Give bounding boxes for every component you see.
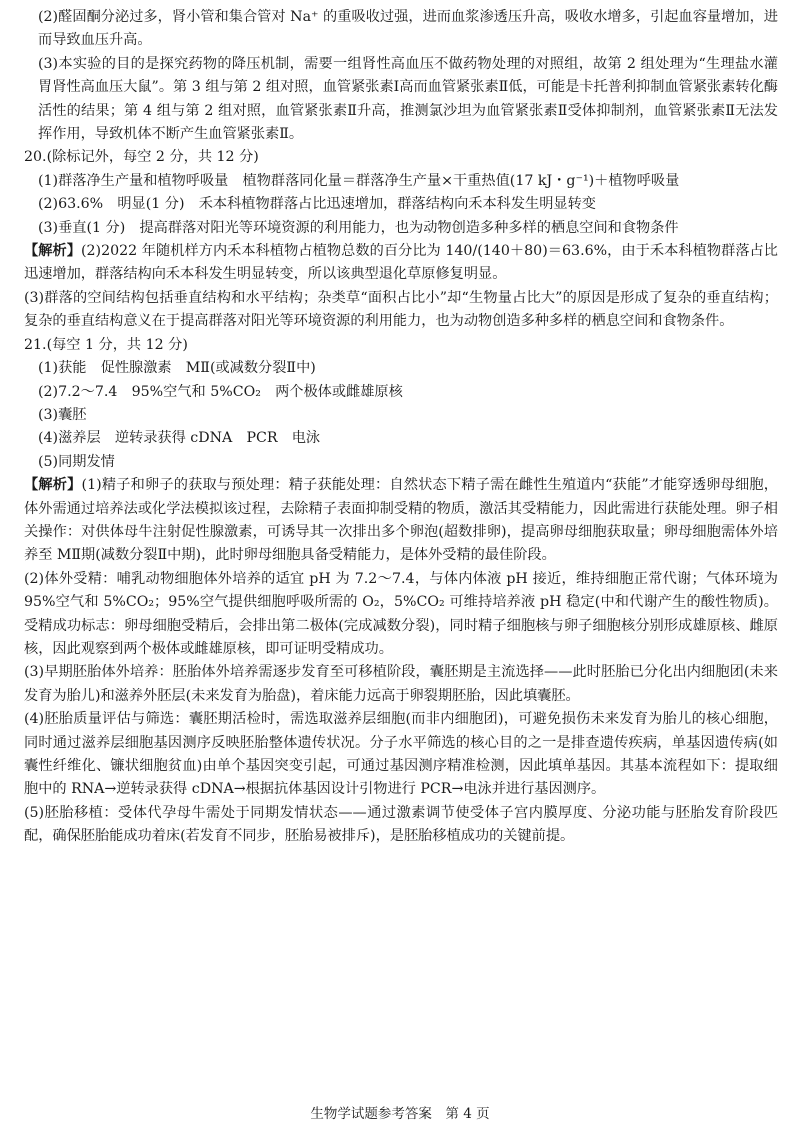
question-19-continued	[24, 6, 778, 146]
q19-answer-3: (3)本实验的目的是探究药物的降压机制，需要一组肾性高血压不做药物处理的对照组，故第 2 组处理为“生理盐水灌胃肾性高血压大鼠”。第 3 组与第 2 组对照，血管紧张素Ⅰ高而血管紧张素Ⅱ低，可能是卡托普利抑制血管紧张素转化酶活性的结果；第 4 组与第 2 组对照，血管紧张素Ⅱ升高，推测氯沙坦为血管紧张素Ⅱ受体抑制剂，血管紧张素Ⅱ无法发挥作用，导致机体不断产生血管紧张素Ⅱ。	[38, 55, 778, 143]
q21-answer-5: (5)同期发情	[38, 453, 115, 470]
q21-analysis-2: (2)体外受精：哺乳动物细胞体外培养的适宜 pH 为 7.2～7.4，与体内体液 pH 接近，维持细胞正常代谢；气体环境为 95%空气和 5%CO₂；95%空气提供细胞呼吸所需的 O₂，5%CO₂ 可维持培养液 pH 稳定(中和代谢产生的酸性物质)。受精成功标志：卵母细胞受精后，会排出第二极体(完成减数分裂)，同时精子细胞核与卵子细胞核分别形成雄原核、雌原核，因此观察到两个极体或雌雄原核，即可证明受精成功。	[24, 570, 778, 657]
q21-answer-4: (4)滋养层 逆转录获得 cDNA PCR 电泳	[38, 430, 321, 447]
q21-answer-3: (3)囊胚	[38, 406, 87, 423]
analysis-tag: 【解析】	[24, 477, 82, 494]
q20-analysis-2: (3)群落的空间结构包括垂直结构和水平结构；杂类草“面积占比小”却“生物量占比大”的原因是形成了复杂的垂直结构；复杂的垂直结构意义在于提高群落对阳光等环境资源的利用能力，也为动物创造多种多样的栖息空间和食物条件。	[24, 289, 778, 330]
q20-answer-1: (1)群落净生产量和植物呼吸量 植物群落同化量＝群落净生产量×干重热值(17 kJ・g⁻¹)＋植物呼吸量	[38, 172, 680, 189]
q20-analysis-1	[24, 240, 778, 287]
q21-analysis-1	[24, 474, 778, 568]
q21-analysis-1-text: (1)精子和卵子的获取与预处理：精子获能处理：自然状态下精子需在雌性生殖道内“获能”才能穿透卵母细胞，体外需通过培养法或化学法模拟该过程，去除精子表面抑制受精的物质，激活其受精能力，因此需进行获能处理。卵子相关操作：对供体母牛注射促性腺激素，可诱导其一次排出多个卵泡(超数排卵)，提高卵母细胞获取量；卵母细胞需体外培养至 MⅡ期(减数分裂Ⅱ中期)，此时卵母细胞具备受精能力，是体外受精的最佳阶段。	[24, 477, 778, 564]
q21-answer-2: (2)7.2～7.4 95%空气和 5%CO₂ 两个极体或雌雄原核	[38, 383, 403, 400]
q21-answer-1: (1)获能 促性腺激素 MⅡ(或减数分裂Ⅱ中)	[38, 360, 316, 377]
q19-answer-2: (2)醛固酮分泌过多，肾小管和集合管对 Na⁺ 的重吸收过强，进而血浆渗透压升高，吸收水增多，引起血容量增加，进而导致血压升高。	[38, 9, 778, 49]
q20-answer-2: (2)63.6% 明显(1 分) 禾本科植物群落占比迅速增加，群落结构向禾本科发生明显转变	[38, 196, 596, 213]
q21-analysis-3: (3)早期胚胎体外培养：胚胎体外培养需逐步发育至可移植阶段，囊胚期是主流选择——此时胚胎已分化出内细胞团(未来发育为胎儿)和滋养外胚层(未来发育为胎盘)，着床能力远高于卵裂期胚胎，因此填囊胚。	[24, 664, 778, 704]
q21-analysis-5: (5)胚胎移植：受体代孕母牛需处于同期发情状态——通过激素调节使受体子宫内膜厚度、分泌功能与胚胎发育阶段匹配，确保胚胎能成功着床(若发育不同步，胚胎易被排斥)，是胚胎移植成功的关键前提。	[24, 804, 778, 845]
q20-answer-3: (3)垂直(1 分) 提高群落对阳光等环境资源的利用能力，也为动物创造多种多样的栖息空间和食物条件	[38, 219, 679, 236]
q20-header: 20.(除标记外，每空 2 分，共 12 分)	[24, 149, 259, 166]
question-21	[24, 334, 778, 849]
page-footer: 生物学试题参考答案 第 4 页	[310, 1106, 490, 1122]
q21-header: 21.(每空 1 分，共 12 分)	[24, 336, 188, 353]
question-20	[24, 146, 778, 333]
q21-analysis-4: (4)胚胎质量评估与筛选：囊胚期活检时，需选取滋养层细胞(而非内细胞团)，可避免损伤未来发育为胎儿的核心细胞，同时通过滋养层细胞基因测序反映胚胎整体遗传状况。分子水平筛选的核心目的之一是排查遗传疾病，单基因遗传病(如囊性纤维化、镰状细胞贫血)由单个基因突变引起，可通过基因测序精准检测，因此填单基因。其基本流程如下：提取细胞中的 RNA→逆转录获得 cDNA→根据抗体基因设计引物进行 PCR→电泳并进行基因测序。	[24, 711, 778, 798]
analysis-tag: 【解析】	[24, 243, 81, 260]
q20-analysis-1-text: (2)2022 年随机样方内禾本科植物占植物总数的百分比为 140/(140＋80)＝63.6%，由于禾本科植物群落占比迅速增加，群落结构向禾本科发生明显转变，所以该典型退化草原修复明显。	[24, 243, 778, 283]
